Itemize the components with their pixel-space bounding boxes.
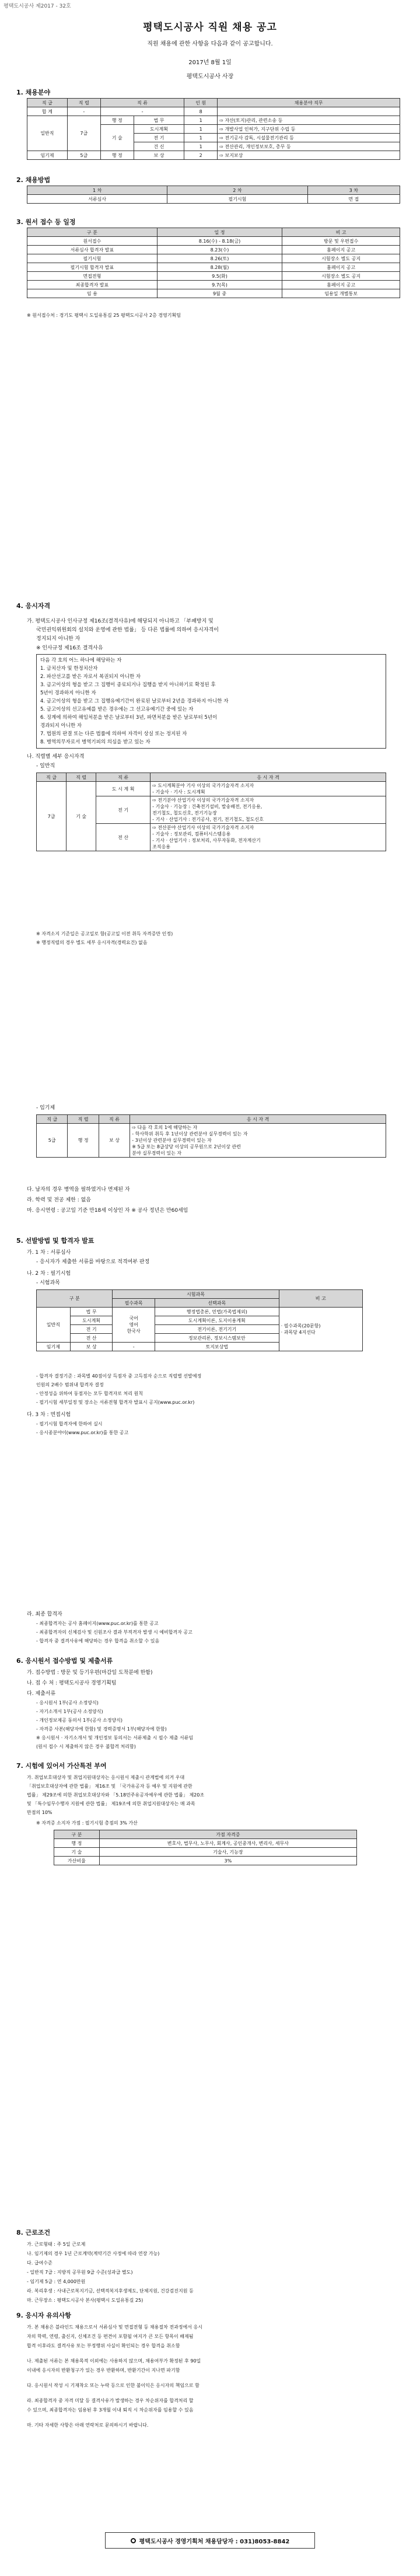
eligibility-reference: ※ 인사규정 제16조 결격사유 [36, 645, 103, 651]
eligibility-note: ※ 자격소지 기준일은 공고일로 함(공고일 이전 취득 자격증만 인정) [36, 931, 173, 936]
selection-text: - 필기시험 합격자에 한하여 실시 [36, 1421, 103, 1427]
application-text: - 응시원서 1부(공사 소정양식) [36, 1700, 99, 1705]
bonus-text: 「취업보호대상자에 관한 법률」 제16조 및 「국가유공자 등 예우 및 지원에 관한 [27, 1784, 192, 1789]
table-header: 직 급 [27, 99, 68, 107]
table-cell: 8.23(수) [157, 246, 282, 254]
general-eligibility-table [36, 773, 386, 851]
fixed-term-eligibility-table [36, 1114, 386, 1158]
table-cell: 시험장소 별도 공지 [282, 254, 400, 263]
conditions-text: 다. 급여수준 [27, 2260, 52, 2266]
notes-text: 다. 응시원서 작성 시 기재착오 또는 누락 등으로 인한 불이익은 응시자의 책임으로 함 [27, 2383, 200, 2388]
bonus-text: 법률」 제29조에 의한 취업보호대상자와 「5.18민주유공자예우에 관한 법률」 제20조 [27, 1792, 205, 1798]
table-cell: 법 무 [134, 116, 184, 125]
table-cell [150, 782, 386, 796]
table-header: 3 차 [307, 186, 400, 195]
table-header: 직 류 [99, 1115, 130, 1124]
table-cell: 서류심사 합격자 발표 [27, 246, 158, 254]
table-header: 비 고 [279, 1290, 362, 1308]
cell-line: ⇨ 전산분야 산업기사 이상의 국가기술자격 소지자 [152, 825, 254, 830]
cell-line: - 기술사 · 기능장 : 건축전기설비, 발송배전, 전기응용, [152, 804, 262, 809]
table-cell: 전 산 [96, 824, 150, 851]
table-cell: 도시계획 [134, 125, 184, 134]
table-cell: 2 [184, 151, 218, 160]
cell-line: ⇨ 다음 각 호의 1에 해당하는 자 [132, 1125, 198, 1130]
schedule-table [27, 228, 400, 298]
table-cell: 5급 [67, 151, 100, 160]
bonus-text: 만점의 10% [27, 1810, 52, 1815]
table-header: 2 차 [167, 186, 307, 195]
table-cell: 임기제 [37, 1343, 71, 1351]
table-cell: 전 기 [96, 796, 150, 824]
table-header: 직 렬 [68, 1115, 99, 1124]
table-cell: ⇨ 자산(토지)관리, 관련소송 등 [218, 116, 400, 125]
eligibility-text: - 임기제 [36, 1105, 55, 1111]
selection-text: 가. 1 차 : 서류심사 [27, 1250, 71, 1256]
selection-text: - 최종합격자의 신체검사 및 신원조사 결과 부적격자 발생 시 예비합격자 공고 [36, 1630, 192, 1635]
eligibility-text: 국민권익위원회의 설치와 운영에 관한 법률」 등 다른 법률에 의하여 응시자격이 [36, 627, 219, 633]
table-cell: 9.5(화) [157, 272, 282, 281]
table-header: 구 분 [54, 1830, 100, 1839]
disqualification-box [36, 654, 386, 749]
bonus-text: ※ 자격증 소지자 가점 : 필기시험 총점의 3% 가산 [36, 1820, 138, 1826]
table-header: 시험과목 [113, 1290, 279, 1299]
eligibility-text: 라. 학력 및 전공 제한 : 없음 [27, 1197, 91, 1203]
notes-text: 수 있으며, 최종합격자는 임용된 후 3개월 이내 퇴직 시 차순위자를 임용할 수 있음 [27, 2407, 194, 2413]
application-text: 가. 접수방법 : 방문 및 등기우편(마감일 도착분에 한함) [27, 1670, 153, 1676]
contact-box [105, 2532, 315, 2549]
table-cell: 9.7(목) [157, 281, 282, 289]
application-text: 다. 제출서류 [27, 1691, 56, 1697]
cell-line: ⇨ 전기분야 산업기사 이상의 국가기술자격 소지자 [152, 798, 254, 803]
section-heading-recruitment: 1. 채용분야 [16, 89, 51, 96]
table-header: 응 시 자 격 [150, 773, 386, 782]
table-cell [150, 796, 386, 824]
section-heading-schedule: 3. 원서 접수 등 일정 [16, 218, 76, 226]
list-item: 3. 금고이상의 형을 받고 그 집행이 종료되거나 집행을 받지 아니하기로 확정된 후 [40, 682, 216, 688]
application-text: ※ 응시원서 · 자기소개서 및 개인정보 동의서는 서류제출 시 필수 제출 서류임 [36, 1735, 194, 1740]
application-text: 나. 접 수 처 : 평택도시공사 경영기획팀 [27, 1680, 117, 1686]
section-heading-method: 2. 채용방법 [16, 176, 51, 184]
table-cell: 최종합격자 발표 [27, 281, 158, 289]
list-item: 6. 징계에 의하여 해임처분을 받은 날로부터 3년, 파면처분을 받은 날로부터 5년이 [40, 715, 218, 721]
table-cell: 서류심사 [27, 195, 167, 204]
table-cell: 일반직 [27, 116, 68, 151]
table-header: 직 급 [37, 1115, 68, 1124]
bonus-table [54, 1830, 357, 1865]
table-header: 가점 자격증 [99, 1830, 356, 1839]
table-cell: ⇨ 전기공사 감독, 시설물전기관리 등 [218, 134, 400, 142]
table-cell: 원서접수 [27, 237, 158, 246]
list-item: 5년이 경과하지 아니한 자 [40, 690, 96, 696]
table-cell: - [67, 107, 100, 116]
list-item: 7. 법원의 판결 또는 다른 법률에 의하여 자격이 상실 또는 정지된 자 [40, 731, 187, 737]
notes-text: 라. 최종합격자 중 자격 미달 등 결격사유가 발생하는 경우 차순위자를 합격처리 할 [27, 2398, 194, 2403]
cell-line: - 기사 · 산업기사 : 전기공사, 전기, 전기철도, 철도신호 [152, 817, 264, 822]
list-item: 4. 금고이상의 형을 받고 그 집행유예기간이 완료된 날로부터 2년을 경과하지 아니한 자 [40, 698, 229, 704]
cell-line: 전기철도, 철도신호, 전기기능장 [152, 810, 217, 816]
selection-text: - 응시자가 제출한 서류를 바탕으로 적격여부 판정 [36, 1259, 150, 1265]
table-cell: 건 신 [134, 142, 184, 151]
selection-text: 나. 2 차 : 필기시험 [27, 1271, 71, 1277]
table-cell: 도시계획 [70, 1316, 113, 1325]
cell-line: - 3년이상 관련분야 실무경력이 있는 자 [132, 1138, 212, 1143]
cell-line: - 기술사 · 기사 : 도시계획 [152, 789, 205, 795]
table-cell: - [113, 1343, 155, 1351]
notes-text: 가. 본 채용은 블라인드 채용으로서 서류심사 및 면접전형 등 채용절차 전과정에서 응시 [27, 2325, 202, 2330]
list-item: 경과되지 아니한 자 [40, 723, 82, 729]
selection-text: - 응시종분야이(www.puc.or.kr)를 통한 공고 [36, 1430, 129, 1435]
list-item: 5. 금고이상의 선고유예를 받은 경우에는 그 선고유예기간 중에 있는 자 [40, 707, 194, 712]
table-cell: 기술사, 기능장 [99, 1848, 356, 1857]
eligibility-text: 마. 응시연령 : 공고일 기준 만18세 이상인 자 ※ 공사 정년은 만60세임 [27, 1208, 188, 1214]
table-cell: 홈페이지 공고 [282, 281, 400, 289]
table-cell: 7급 [67, 116, 100, 151]
table-cell [150, 824, 386, 851]
selection-text: - 시험과목 [36, 1280, 60, 1286]
table-cell: 가산비율 [54, 1857, 100, 1865]
section-heading-notes: 9. 응시자 유의사항 [16, 2312, 71, 2319]
conditions-text: 라. 복리후생 : 사내근로복지기금, 선택적복지후생제도, 단체지원, 건강검진지원 등 [27, 2288, 194, 2294]
table-cell: 합 계 [27, 107, 68, 116]
cell-line: · 과목당 4지선다 [281, 1330, 316, 1335]
section-heading-application: 6. 응시원서 접수방법 및 제출서류 [16, 1657, 113, 1665]
table-header: 1 차 [27, 186, 167, 195]
table-cell: 전 기 [134, 134, 184, 142]
conditions-text: 나. 임기제의 경우 1년 근로계약(계약기간 사정에 따라 연장 가능) [27, 2251, 160, 2256]
table-cell: 9월 중 [157, 289, 282, 298]
table-cell: 임용일 개별통보 [282, 289, 400, 298]
page-subtitle: 직원 채용에 관한 사항을 다음과 같이 공고합니다. [147, 41, 273, 47]
section-heading-selection: 5. 선발방법 및 합격자 발표 [16, 1237, 94, 1245]
table-cell: 도시계획이론, 도지이용계획 [155, 1316, 279, 1325]
table-cell: 8.16(수) - 8.18(금) [157, 237, 282, 246]
table-cell: 1 [184, 116, 218, 125]
notes-text: 자의 학력, 연령, 출신지, 신체조건 등 편견이 포함될 여지가 큰 모든 항목이 배제됨 [27, 2334, 194, 2339]
selection-text: - 필기시험 세부일정 및 장소는 서류전형 합격자 발표시 공지(www.puc.or.kr) [36, 1400, 195, 1405]
table-cell: 보 상 [134, 151, 184, 160]
table-cell [279, 1308, 362, 1351]
bonus-text: 및 「특수임무수행자 지원에 관한 법률」 제19조에 의한 취업지원대상자는 매 과목 [27, 1801, 195, 1806]
exam-subjects-table [36, 1289, 363, 1351]
eligibility-note: ※ 행정직렬의 경우 별도 세부 응시자격(경력요건) 없음 [36, 940, 148, 945]
table-header: 필수과목 [113, 1299, 155, 1308]
table-cell: 임 용 [27, 289, 158, 298]
table-cell: 8 [184, 107, 218, 116]
cell-line: · 필수과목(20문항) [281, 1323, 321, 1329]
eligibility-text: 나. 직렬별 세부 응시자격 [27, 754, 85, 760]
table-cell: 필기시험 [27, 254, 158, 263]
table-header: 직 렬 [66, 773, 96, 782]
list-item: 1. 금치산자 및 한정치산자 [40, 666, 98, 672]
table-cell: ⇨ 전산관리, 개인정보보호, 총무 등 [218, 142, 400, 151]
table-cell: 3% [99, 1857, 356, 1865]
table-cell: 7급 [37, 782, 66, 851]
table-cell: 도 시 계 획 [96, 782, 150, 796]
selection-text: 다. 3 차 : 면접시험 [27, 1412, 71, 1418]
table-header: 직 급 [37, 773, 66, 782]
table-header: 선택과목 [155, 1299, 279, 1308]
cell-line: 국어 [129, 1316, 138, 1321]
table-header: 직 류 [100, 99, 184, 107]
section-heading-conditions: 8. 근로조건 [16, 2229, 51, 2236]
table-cell: 1 [184, 142, 218, 151]
table-cell: 행 정 [100, 151, 134, 160]
table-header: 비 고 [282, 228, 400, 237]
table-cell: 홈페이지 공고 [282, 263, 400, 272]
eligibility-text: - 일반직 [36, 763, 55, 769]
list-item: 2. 파산선고를 받은 자로서 복권되지 아니한 자 [40, 674, 141, 680]
conditions-text: - 일반직 7급 : 지방직 공무원 9급 수준(성과급 별도) [27, 2270, 133, 2275]
schedule-note: ※ 원서접수처 : 경기도 평택시 도일유통길 25 평택도시공사 2층 경영기획팀 [27, 313, 181, 318]
table-header: 인 원 [184, 99, 218, 107]
table-cell: 기 술 [54, 1848, 100, 1857]
table-cell: - [100, 107, 184, 116]
table-cell: 토지보상법 [155, 1343, 279, 1351]
table-cell: 필기시험 합격자 발표 [27, 263, 158, 272]
table-cell: 행 정 [68, 1124, 99, 1158]
table-cell: ⇨ 개발사업 인허가, 지구단위 수립 등 [218, 125, 400, 134]
cell-line: 영어 [129, 1322, 138, 1327]
section-heading-bonus: 7. 시험에 있어서 가산특전 부여 [16, 1762, 107, 1770]
table-cell: 5급 [37, 1124, 68, 1158]
announcement-date: 2017년 8월 1일 [188, 60, 232, 66]
table-cell: 행정법총론, 민법(가족법제외) [155, 1308, 279, 1316]
cell-line: - 기술사 : 정보관리, 컴퓨터시스템응용 [152, 831, 231, 837]
cell-line: - 기사 · 산업기사 : 정보처리, 사무자동화, 전자계산기 [152, 838, 261, 843]
table-cell [130, 1124, 386, 1158]
document-number: 평택도시공사 제2017 - 32호 [4, 4, 71, 9]
application-text: - 자기소개서 1부(공사 소정양식) [36, 1709, 103, 1714]
table-cell: 방문 및 우편접수 [282, 237, 400, 246]
table-header: 직 렬 [67, 99, 100, 107]
selection-text: 인원의 2배수 범위내 합격자 결정 [36, 1382, 104, 1387]
application-text: - 자격증 사본(해당자에 한함) 및 경력증명서 1부(해당자에 한함) [36, 1726, 167, 1732]
table-header: 응 시 자 격 [130, 1115, 386, 1124]
eligibility-text: 가. 평택도시공사 인사규정 제16조(결격사유)에 해당되지 아니하고 「부패방지 및 [27, 618, 214, 624]
table-cell: 일반직 [37, 1308, 71, 1343]
table-cell: 면접전형 [27, 272, 158, 281]
table-cell: 행 정 [54, 1839, 100, 1848]
table-cell: 8.28(월) [157, 263, 282, 272]
contact-text: 평택도시공사 경영기획처 채용담당자 : 031)8053-8842 [139, 2538, 290, 2545]
table-cell: ⇨ 보지보상 [218, 151, 400, 160]
cell-line: ※ 5급 또는 8급상당 이상의 공무원으로 2년이상 관련 [132, 1144, 241, 1149]
table-cell: 보 상 [99, 1124, 130, 1158]
cell-line: 분야 실무경력이 있는 자 [132, 1151, 182, 1156]
box-title: 다음 각 호의 어느 하나에 해당하는 자 [40, 658, 122, 663]
conditions-text: 가. 근로형태 : 주 5일 근로제 [27, 2242, 86, 2247]
selection-text: - 최종합격자는 공사 홈페이지(www.puc.or.kr)를 통한 공고 [36, 1621, 159, 1626]
table-cell: 행 정 [100, 116, 134, 125]
table-cell: 보 상 [70, 1343, 113, 1351]
application-text: - 개인정보제공 동의서 1부(공사 소정양식) [36, 1718, 123, 1723]
cell-line: 한국사 [127, 1329, 141, 1334]
table-cell: 정보관리론, 정보시스템보안 [155, 1334, 279, 1343]
table-header: 채용분야 직무 [218, 99, 400, 107]
table-cell [113, 1308, 155, 1343]
notes-text: 합격 이후라도 결격사유 또는 부정행위 사실이 확인되는 경우 합격을 취소함 [27, 2343, 180, 2348]
section-heading-eligibility: 4. 응시자격 [16, 602, 51, 610]
cell-line: ⇨ 도시계획분야 기사 이상의 국가기술자격 소지자 [152, 783, 254, 788]
method-table [27, 186, 400, 204]
table-cell: 홈페이지 공고 [282, 246, 400, 254]
application-text: (원서 접수 시 제출하지 않은 경우 불합격 처리함) [36, 1744, 136, 1749]
table-cell: 임기제 [27, 151, 68, 160]
table-cell: 기 술 [66, 782, 96, 851]
issuer: 평택도시공사 사장 [186, 74, 234, 80]
table-cell [218, 107, 400, 116]
recruitment-table [27, 98, 400, 160]
table-cell: 전기이론, 전기기기 [155, 1325, 279, 1334]
eligibility-text: 다. 남자의 경우 병역을 필하였거나 면제된 자 [27, 1187, 130, 1193]
cell-line: 조직응용 [152, 844, 171, 850]
table-cell: 기 술 [100, 125, 134, 151]
notes-text: 나. 제출된 서류는 본 채용목적 이외에는 사용하지 않으며, 채용여부가 확정된 후 90일 [27, 2358, 201, 2364]
table-cell: 면 접 [307, 195, 400, 204]
page-title: 평택도시공사 직원 채용 공고 [143, 22, 277, 33]
table-cell: 전 기 [70, 1325, 113, 1334]
table-cell: 1 [184, 134, 218, 142]
table-cell: 8.26(토) [157, 254, 282, 263]
table-cell: 시험장소 별도 공지 [282, 272, 400, 281]
notes-text: 마. 기타 자세한 사항은 아래 연락처로 문의하시기 바랍니다. [27, 2423, 149, 2428]
notes-text: 이내에 응시자의 반환청구가 있는 경우 반환하며, 반환기간이 지나면 파기함 [27, 2368, 180, 2373]
cell-line: - 학사학위 취득 후 1년이상 관련분야 실무경력이 있는 자 [132, 1131, 248, 1137]
conditions-text: - 임기제 5급 : 연 4,000만원 [27, 2279, 86, 2284]
circle-bullet-icon [131, 2538, 136, 2543]
table-cell: 필기시험 [167, 195, 307, 204]
selection-text: - 합격자 결정기준 : 과목별 40점이상 득점자 중 고득점자 순으로 직렬별 선발예정 [36, 1373, 202, 1379]
table-cell: 전 산 [70, 1334, 113, 1343]
table-header: 구 분 [37, 1290, 113, 1308]
eligibility-text: 정지되지 아니한 자 [36, 636, 80, 642]
conditions-text: 마. 근무장소 : 평택도시공사 본사(평택시 도일유통길 25) [27, 2298, 144, 2303]
table-cell: 법 무 [70, 1308, 113, 1316]
selection-text: - 합격자 중 결격사유에 해당하는 경우 합격을 취소할 수 있음 [36, 1638, 160, 1644]
table-header: 구 분 [27, 228, 158, 237]
table-cell: 변호사, 법무사, 노무사, 회계사, 공인중개사, 변리사, 세무사 [99, 1839, 356, 1848]
list-item: 8. 병역의무자로서 병역기피의 의심을 받고 있는 자 [40, 739, 150, 745]
selection-text: 라. 최종 합격자 [27, 1612, 62, 1617]
table-header: 일 정 [157, 228, 282, 237]
table-header: 직 류 [96, 773, 150, 782]
selection-text: - 안정성을 위하여 동점자는 모두 합격자로 처리 원칙 [36, 1391, 143, 1396]
table-cell: 1 [184, 125, 218, 134]
bonus-text: 가. 취업보호대상자 및 취업지원대상자는 응시원서 제출시 관계법에 의거 우대 [27, 1775, 185, 1780]
